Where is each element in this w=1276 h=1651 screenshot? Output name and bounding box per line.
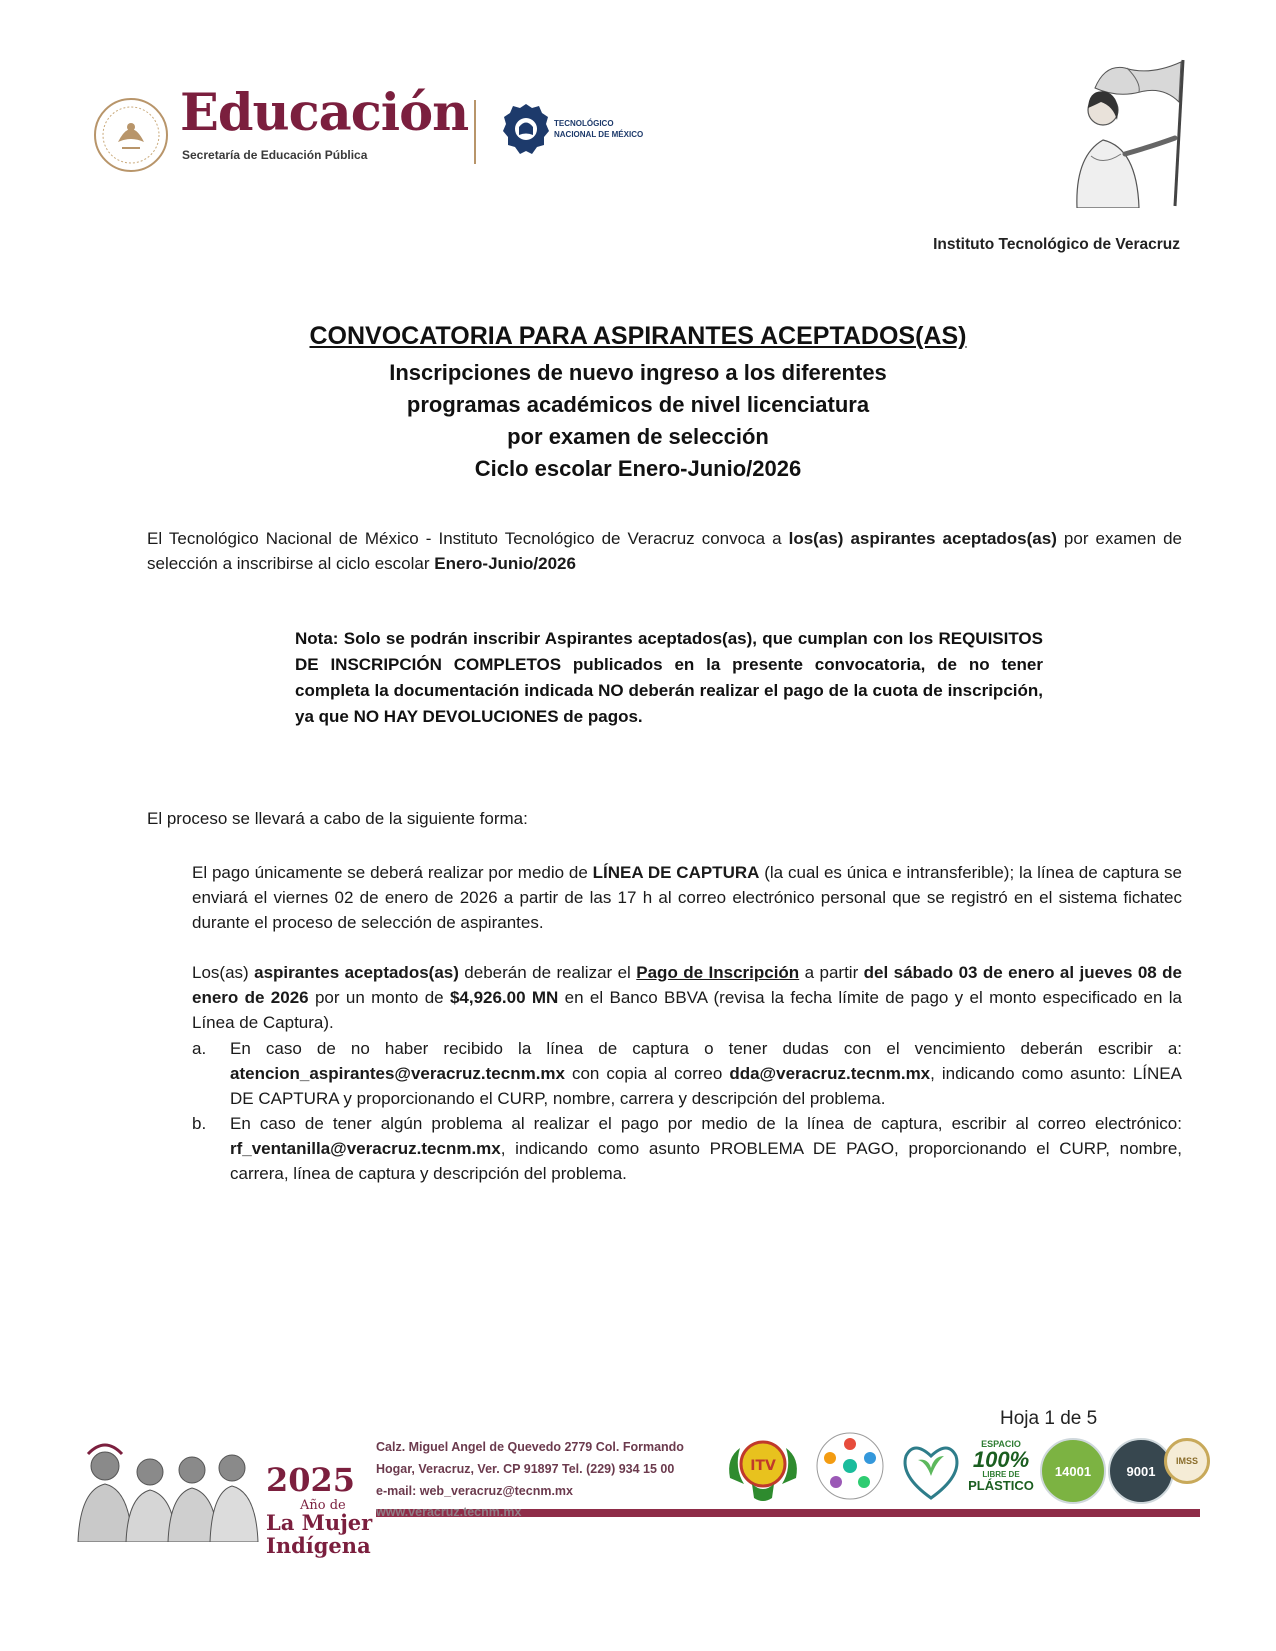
address-line-2: Hogar, Veracruz, Ver. CP 91897 Tel. (229) 934 15 00	[376, 1462, 675, 1476]
heart-plant-badge	[896, 1436, 966, 1504]
list-item-a	[230, 1036, 1182, 1111]
imss-text: IMSS	[1175, 1456, 1198, 1466]
reg-bold-amount: $4,926.00 MN	[449, 988, 559, 1007]
year-motto-line-3: Indígena	[266, 1533, 371, 1558]
document-title: CONVOCATORIA PARA ASPIRANTES ACEPTADOS(AS)	[309, 322, 967, 350]
list-marker-b: b.	[192, 1114, 207, 1133]
tecnm-gear-logo	[502, 102, 550, 160]
payment-bold-capture-line: LÍNEA DE CAPTURA	[592, 863, 760, 882]
institute-name: Instituto Tecnológico de Veracruz	[933, 236, 1180, 253]
subtitle-line-4: Ciclo escolar Enero-Junio/2026	[474, 456, 802, 481]
sep-logo-subtitle: Secretaría de Educación Pública	[182, 148, 368, 162]
iso-14001-badge	[1040, 1438, 1106, 1504]
intro-text-1: El Tecnológico Nacional de México - Instituto Tecnológico de Veracruz convoca a	[147, 529, 789, 548]
footer-website[interactable]: www.veracruz.tecnm.mx	[376, 1505, 522, 1519]
note-paragraph: Nota: Solo se podrán inscribir Aspirantes aceptados(as), que cumplan con los REQUISITOS DE INSCRIPCIÓN COMPLETOS publicados en la presente convocatoria, de no tener completa la documentación indicada NO deberán realizar el pago de la cuota de inscripción, ya que NO HAY DEVOLUCIONES de pagos.	[295, 629, 1043, 726]
payment-text-2: (la cual es única e intransferible); la línea de captura se enviará el viernes 02 de enero de 2026 a partir de las 17 h al correo electrónico personal que se registró en el sistema fichatec durante el proceso de selección de aspirantes.	[192, 863, 1182, 932]
subtitle-line-1: Inscripciones de nuevo ingreso a los diferentes	[389, 360, 887, 385]
iso-9001-badge	[1108, 1438, 1174, 1504]
email-dda-link[interactable]: dda@veracruz.tecnm.mx	[729, 1064, 931, 1083]
mexico-seal-logo	[92, 96, 170, 174]
email-aspirantes-link[interactable]: atencion_aspirantes@veracruz.tecnm.mx	[230, 1064, 565, 1083]
intro-text-2: por examen de selección a inscribirse al ciclo escolar	[147, 529, 1182, 573]
year-2025: 2025	[266, 1461, 356, 1499]
year-motto-line-1: Año de	[300, 1498, 346, 1513]
page-number: Hoja 1 de 5	[1000, 1408, 1098, 1429]
address-line-1: Calz. Miguel Angel de Quevedo 2779 Col. Formando	[376, 1440, 684, 1454]
item-a-text-3: , indicando como asunto: LÍNEA DE CAPTURA y proporcionando el CURP, nombre, carrera y descripción del problema.	[230, 1064, 1182, 1108]
woman-with-flag-illustration	[1055, 58, 1205, 208]
plastic-free-espacio: ESPACIO	[981, 1439, 1021, 1449]
iso-9001-text: 9001	[1126, 1463, 1156, 1479]
reg-text-2: deberán de realizar el	[458, 963, 637, 982]
iso-14001-text: 14001	[1054, 1463, 1092, 1479]
reg-bold-dates: del sábado 03 de enero al jueves 08 de enero de 2026	[192, 963, 1182, 1007]
item-a-text-1: En caso de no haber recibido la línea de captura o tener dudas con el vencimiento deberán escribir a:	[230, 1039, 1182, 1058]
itv-emblem-logo	[722, 1428, 804, 1506]
tecnm-logo-text	[554, 118, 643, 140]
reg-text-3: a partir	[799, 963, 864, 982]
payment-text-1: El pago únicamente se deberá realizar por medio de	[192, 863, 593, 882]
item-b-text-2: , indicando como asunto PROBLEMA DE PAGO, proporcionando el CURP, nombre, carrera, línea de captura y descripción del problema.	[230, 1139, 1182, 1183]
intro-paragraph	[147, 526, 1182, 576]
plastic-free-badge	[962, 1440, 1040, 1506]
reg-text-1: Los(as)	[192, 963, 255, 982]
subtitle-line-2: programas académicos de nivel licenciatura	[406, 392, 870, 417]
indigenous-women-illustration	[70, 1432, 260, 1542]
tecnm-line-1: TECNOLÓGICO	[554, 119, 614, 128]
reg-text-4: por un monto de	[308, 988, 450, 1007]
plastic-free-100: 100%	[972, 1447, 1030, 1472]
intro-bold-cycle: Enero-Junio/2026	[434, 554, 576, 573]
itv-badge-text: ITV	[750, 1458, 776, 1474]
plastic-free-libre: LIBRE DE	[982, 1470, 1020, 1479]
labor-equality-badge	[812, 1428, 888, 1504]
reg-underline-payment: Pago de Inscripción	[636, 963, 800, 982]
plastic-free-plastico: PLÁSTICO	[968, 1478, 1034, 1493]
year-motto-line-2: La Mujer	[266, 1510, 373, 1535]
reg-bold-aspirants: aspirantes aceptados(as)	[254, 963, 459, 982]
list-item-b	[230, 1111, 1182, 1186]
subtitle-line-3: por examen de selección	[507, 424, 769, 449]
payment-paragraph	[192, 860, 1182, 935]
item-b-text-1: En caso de tener algún problema al realizar el pago por medio de la línea de captura, escribir al correo electrónico:	[230, 1114, 1182, 1133]
item-a-text-2: con copia al correo	[565, 1064, 730, 1083]
process-heading: El proceso se llevará a cabo de la siguiente forma:	[147, 809, 528, 828]
tecnm-line-2: NACIONAL DE MÉXICO	[554, 130, 644, 139]
list-marker-a: a.	[192, 1039, 207, 1058]
sep-logo-title: Educación	[180, 83, 469, 143]
intro-bold-aspirants: los(as) aspirantes aceptados(as)	[788, 529, 1057, 548]
email-ventanilla-link[interactable]: rf_ventanilla@veracruz.tecnm.mx	[230, 1139, 501, 1158]
header-divider	[474, 100, 476, 164]
registration-paragraph	[192, 960, 1182, 1035]
reg-text-5: en el Banco BBVA (revisa la fecha límite de pago y el monto especificado en la Línea de Captura).	[192, 988, 1182, 1032]
imss-badge	[1164, 1438, 1210, 1484]
footer-email[interactable]: e-mail: web_veracruz@tecnm.mx	[376, 1484, 573, 1498]
